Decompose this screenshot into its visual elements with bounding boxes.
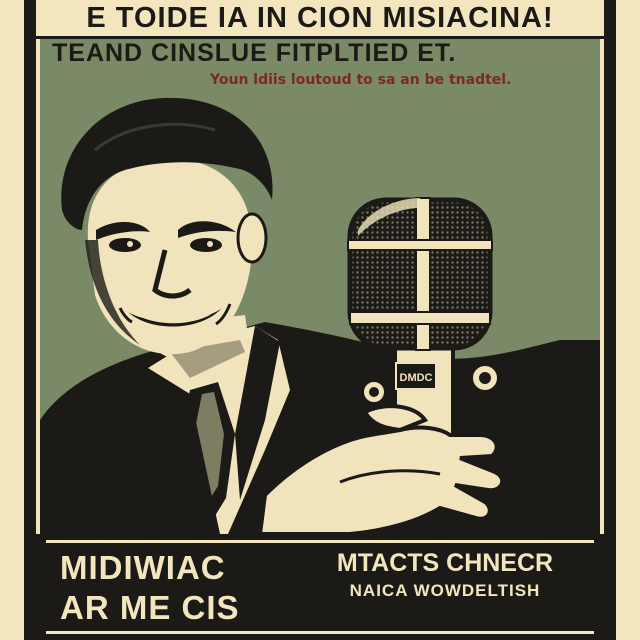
illustration <box>40 90 600 534</box>
poster-subhead: TEAND CINSLUE FITPLTIED ET. <box>52 39 457 67</box>
bottom-right-text <box>300 548 590 632</box>
bottom-right-line1: MTACTS CHNECR <box>336 549 554 577</box>
bottom-left-line2: AR ME CIS <box>60 589 240 626</box>
poster-frame-left <box>24 0 36 640</box>
poster-tagline: Youn ldiis loutoud to sa an be tnadtel. <box>210 72 512 88</box>
bottom-left-text <box>60 548 280 632</box>
poster-headline: E TOIDE IA IN CION MISIACINA! <box>86 2 554 34</box>
bottom-right-line2: NAICA WOWDELTISH <box>349 581 541 600</box>
poster-frame-right <box>604 0 616 640</box>
bottom-left-line1: MIDIWIAC <box>60 549 226 586</box>
microphone-badge: DMDC <box>399 372 433 384</box>
